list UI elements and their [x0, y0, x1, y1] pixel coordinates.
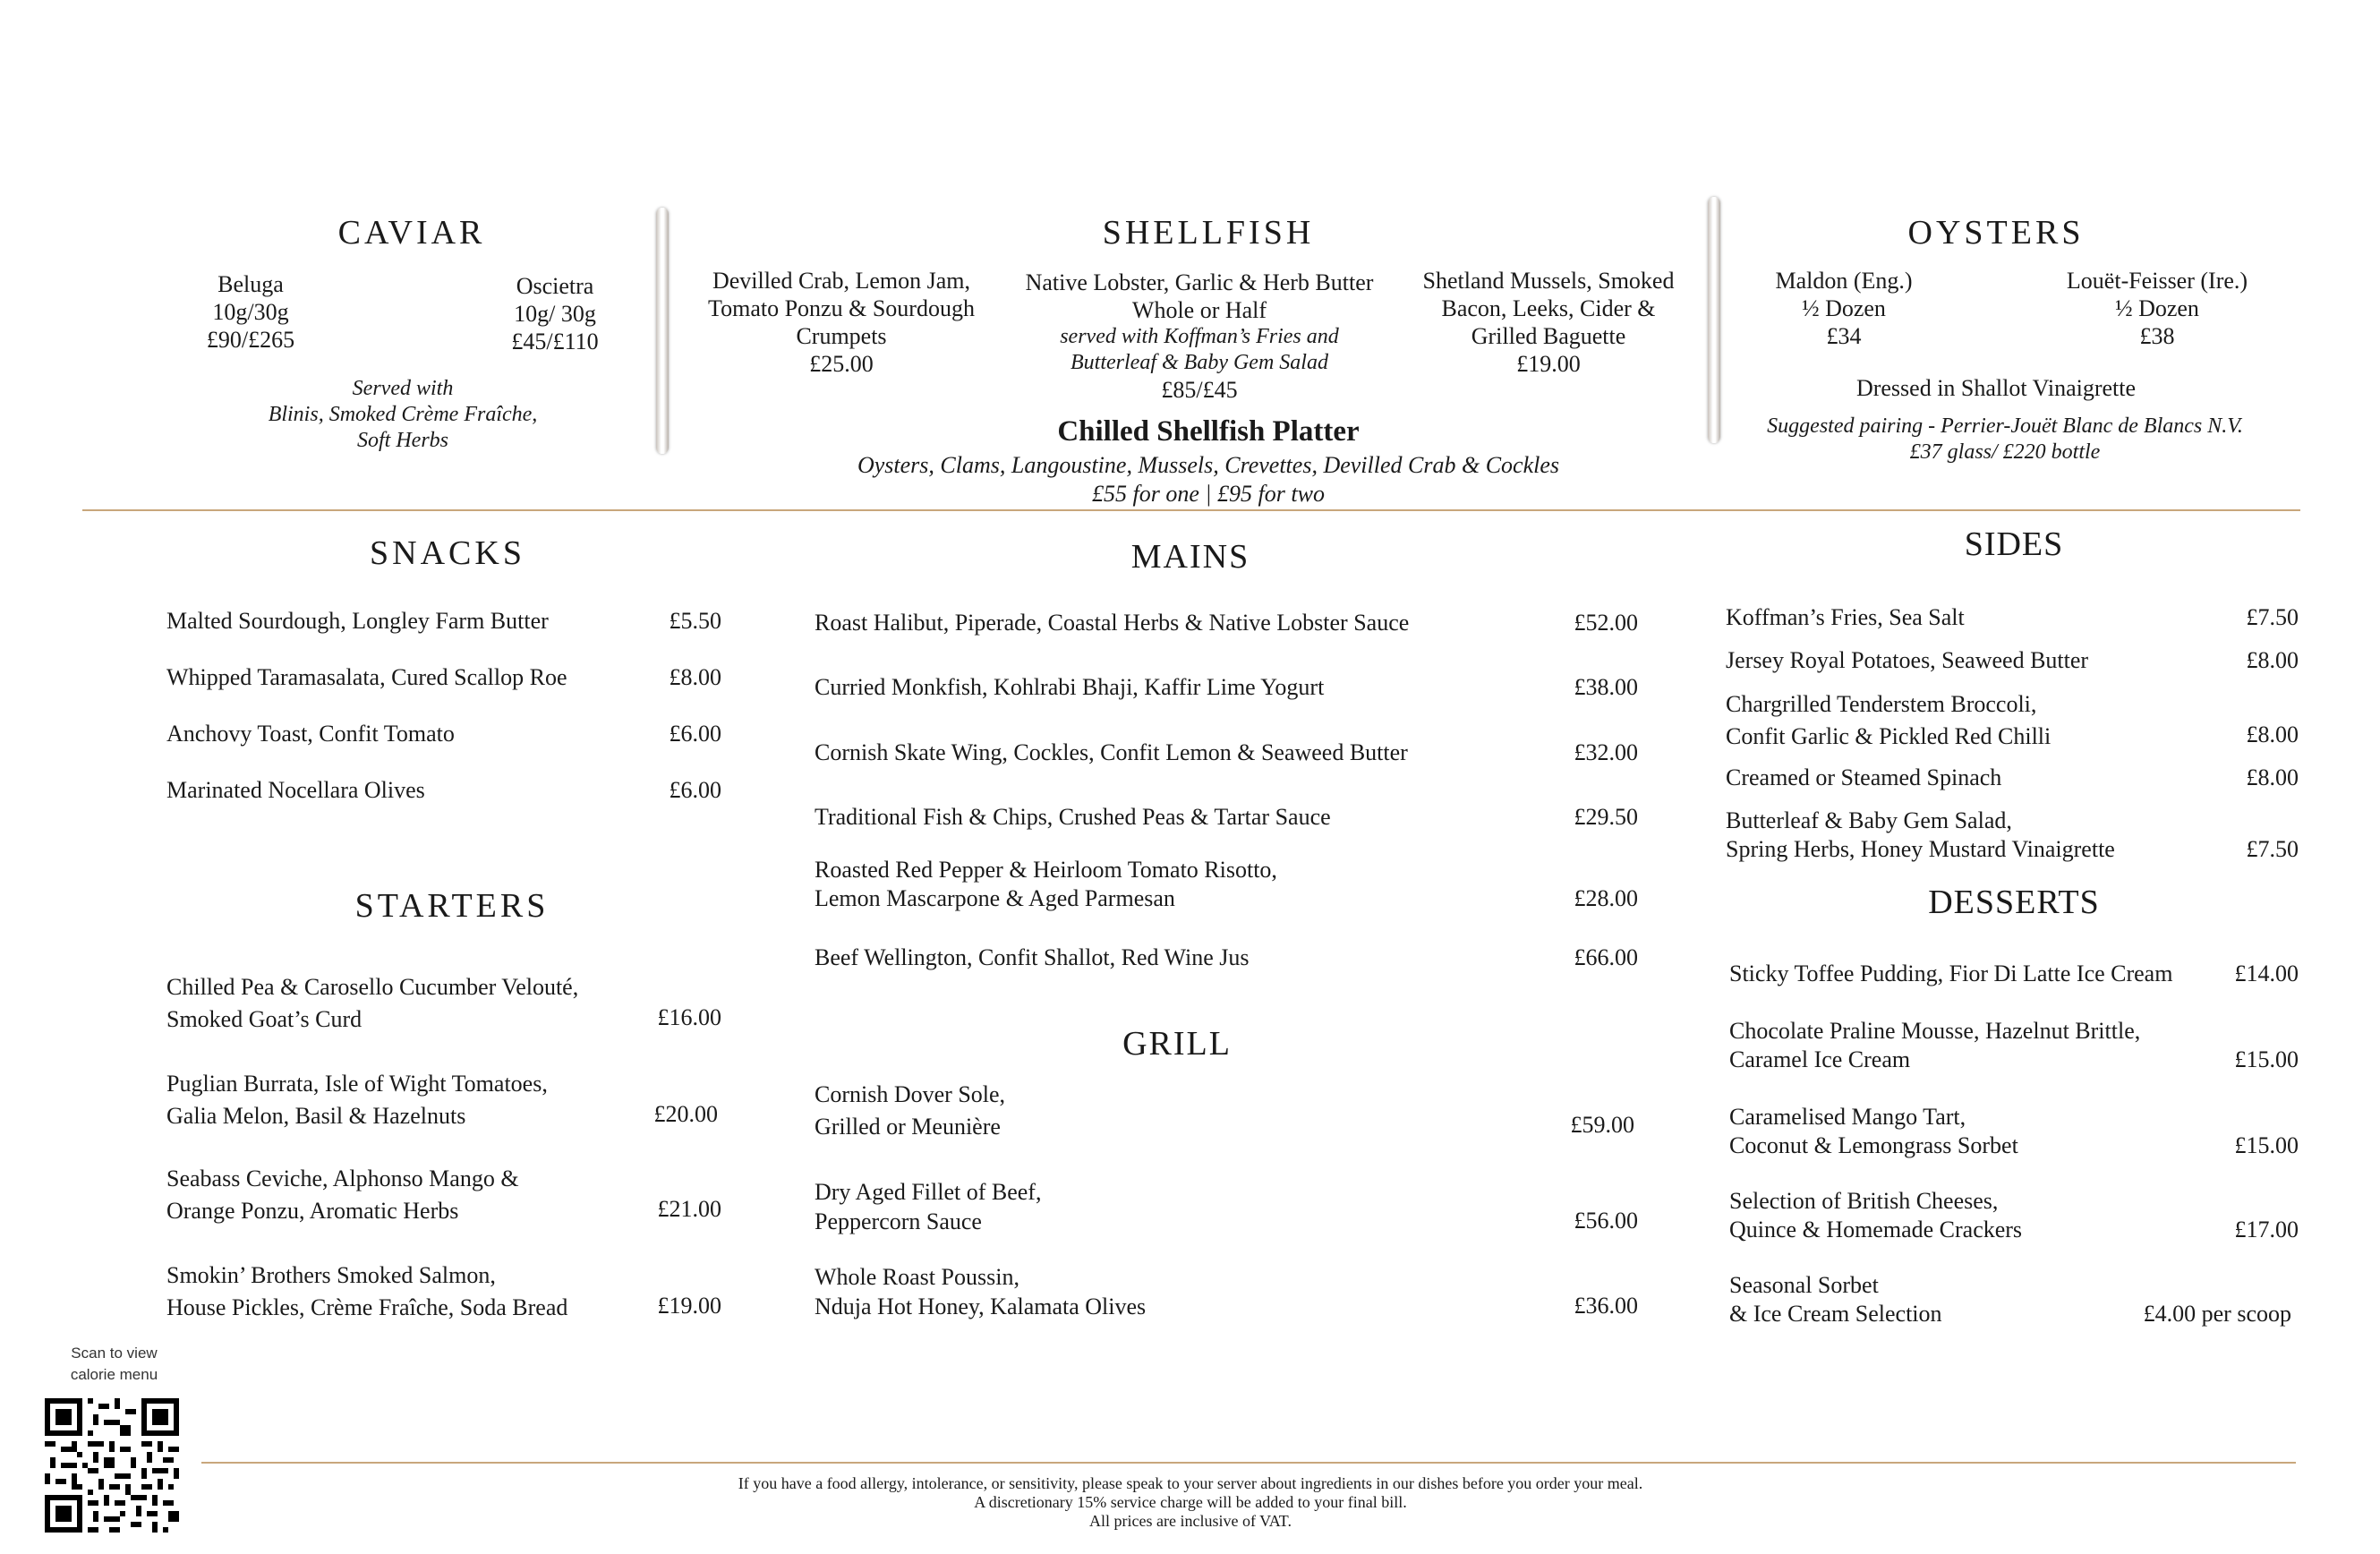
caviar-served-with: [224, 376, 582, 454]
list-item: [1729, 1103, 2299, 1187]
starter-price: £19.00: [657, 1293, 721, 1319]
main-price: £28.00: [1574, 885, 1638, 911]
snack-price: £8.00: [669, 664, 721, 690]
shellfish-heading: SHELLFISH: [1102, 214, 1315, 252]
dessert-price: £15.00: [2234, 1046, 2299, 1072]
dessert-name: Selection of British Cheeses, Quince & Homemade Crackers: [1729, 1188, 2023, 1242]
list-item: [1726, 603, 2299, 646]
shellfish-crab: [685, 267, 998, 378]
qr-caption-line1: Scan to view: [71, 1345, 158, 1362]
dessert-price: £15.00: [2234, 1132, 2299, 1158]
top-section-rule: [82, 509, 2300, 511]
caviar-served-line3: Soft Herbs: [357, 429, 448, 452]
desserts-list: [1729, 960, 2299, 1328]
snack-name: Marinated Nocellara Olives: [166, 777, 425, 803]
list-item: [166, 607, 721, 663]
dessert-price: £17.00: [2234, 1217, 2299, 1242]
shellfish-mussels-line3: Grilled Baguette: [1471, 323, 1626, 349]
list-item: [166, 1068, 721, 1163]
list-item: [1729, 1187, 2299, 1271]
list-item: [815, 609, 1638, 673]
side-price: £8.00: [2246, 764, 2299, 790]
list-item: [815, 856, 1638, 944]
side-name: Chargrilled Tenderstem Broccoli, Confit Garlic & Pickled Red Chilli: [1726, 691, 2052, 749]
starters-list: [166, 971, 721, 1324]
dessert-price: £4.00 per scoop: [2143, 1301, 2291, 1327]
mains-list: [815, 609, 1638, 979]
list-item: [815, 1262, 1638, 1321]
grill-list: [815, 1079, 1638, 1321]
dessert-name: Sticky Toffee Pudding, Fior Di Latte Ice Cream: [1729, 961, 2173, 986]
oysters-heading: OYSTERS: [1907, 214, 2085, 252]
dessert-name: Chocolate Praline Mousse, Hazelnut Brittle, Caramel Ice Cream: [1729, 1018, 2141, 1072]
shellfish-mussels-price: £19.00: [1516, 351, 1581, 377]
caviar-oscietra: [483, 272, 627, 355]
list-item: [1729, 1271, 2299, 1328]
qr-caption-line2: calorie menu: [70, 1366, 158, 1383]
main-name: Beef Wellington, Confit Shallot, Red Wine Jus: [815, 944, 1250, 970]
list-item: [166, 971, 721, 1068]
shellfish-lobster-price: £85/£45: [1161, 377, 1238, 403]
shellfish-crab-line3: Crumpets: [796, 323, 887, 349]
oysters-louet-qty: ½ Dozen: [2115, 295, 2199, 321]
main-name: Cornish Skate Wing, Cockles, Confit Lemon & Seaweed Butter: [815, 739, 1408, 765]
grill-name: Dry Aged Fillet of Beef, Peppercorn Sauce: [815, 1179, 1042, 1234]
caviar-beluga: [179, 270, 322, 354]
snacks-list: [166, 607, 721, 832]
oysters-louet: [2014, 267, 2300, 350]
list-item: [166, 663, 721, 720]
qr-code[interactable]: [45, 1398, 179, 1537]
main-price: £66.00: [1574, 944, 1638, 970]
grill-heading: GRILL: [1122, 1025, 1232, 1063]
caviar-beluga-name: Beluga: [218, 271, 284, 297]
caviar-beluga-price: £90/£265: [206, 327, 295, 353]
grill-price: £56.00: [1574, 1208, 1638, 1234]
qr-code-icon: [45, 1398, 179, 1533]
platter-description: Oysters, Clams, Langoustine, Mussels, Crevettes, Devilled Crab & Cockles: [857, 452, 1559, 478]
shellfish-mussels-line2: Bacon, Leeks, Cider &: [1441, 295, 1656, 321]
desserts-heading: DESSERTS: [1928, 884, 2100, 921]
footer-allergy-notice: If you have a food allergy, intolerance, or sensitivity, please speak to your server about ingredients in our dishes before you order your meal.: [738, 1474, 1643, 1492]
side-price: £8.00: [2246, 722, 2299, 747]
caviar-heading: CAVIAR: [337, 214, 486, 252]
main-price: £29.50: [1574, 804, 1638, 830]
side-price: £7.50: [2246, 604, 2299, 630]
main-price: £38.00: [1574, 674, 1638, 700]
footer-service-charge: A discretionary 15% service charge will be added to your final bill.: [974, 1493, 1407, 1511]
main-price: £32.00: [1574, 739, 1638, 765]
side-price: £8.00: [2246, 647, 2299, 673]
sides-list: [1726, 603, 2299, 866]
dessert-price: £14.00: [2234, 961, 2299, 986]
caviar-oscietra-price: £45/£110: [511, 329, 599, 354]
main-name: Curried Monkfish, Kohlrabi Bhaji, Kaffir Lime Yogurt: [815, 674, 1325, 700]
list-item: [815, 673, 1638, 739]
snack-name: Malted Sourdough, Longley Farm Butter: [166, 608, 549, 634]
snack-price: £6.00: [669, 777, 721, 803]
dessert-name: Caramelised Mango Tart, Coconut & Lemongrass Sorbet: [1729, 1104, 2018, 1158]
list-item: [166, 720, 721, 776]
caviar-served-line2: Blinis, Smoked Crème Fraîche,: [268, 403, 538, 426]
shellfish-crab-line1: Devilled Crab, Lemon Jam,: [712, 268, 971, 294]
oysters-maldon-name: Maldon (Eng.): [1775, 268, 1913, 294]
shellfish-mussels: [1401, 267, 1696, 378]
oysters-maldon-qty: ½ Dozen: [1802, 295, 1886, 321]
caviar-beluga-size: 10g/30g: [212, 299, 289, 325]
side-price: £7.50: [2246, 836, 2299, 862]
caviar-oscietra-size: 10g/ 30g: [514, 301, 596, 327]
oysters-pairing: [1727, 414, 2282, 465]
starters-heading: STARTERS: [354, 887, 550, 925]
list-item: [815, 1177, 1638, 1262]
oysters-dressed: Dressed in Shallot Vinaigrette: [1855, 375, 2137, 401]
oysters-pairing-line1: Suggested pairing - Perrier-Jouët Blanc de Blancs N.V.: [1767, 414, 2243, 438]
grill-price: £59.00: [1570, 1112, 1634, 1138]
starter-name: Smokin’ Brothers Smoked Salmon, House Pickles, Crème Fraîche, Soda Bread: [166, 1262, 568, 1320]
snack-price: £6.00: [669, 721, 721, 747]
main-name: Roasted Red Pepper & Heirloom Tomato Risotto, Lemon Mascarpone & Aged Parmesan: [815, 857, 1277, 911]
platter-title: Chilled Shellfish Platter: [1057, 415, 1360, 448]
starter-name: Chilled Pea & Carosello Cucumber Velouté, Smoked Goat’s Curd: [166, 974, 579, 1032]
grill-name: Cornish Dover Sole, Grilled or Meunière: [815, 1081, 1006, 1140]
list-item: [1729, 960, 2299, 1017]
shellfish-lobster: [998, 269, 1401, 404]
caviar-served-line1: Served with: [352, 377, 454, 400]
sides-heading: SIDES: [1964, 525, 2064, 563]
list-item: [1726, 688, 2299, 764]
grill-name: Whole Roast Poussin, Nduja Hot Honey, Kalamata Olives: [815, 1264, 1147, 1319]
oysters-louet-name: Louët-Feisser (Ire.): [2066, 268, 2248, 294]
list-item: [815, 739, 1638, 803]
divider-pillar-left: [656, 208, 669, 454]
oysters-pairing-line2: £37 glass/ £220 bottle: [1909, 440, 2101, 464]
mains-heading: MAINS: [1130, 538, 1250, 576]
list-item: [815, 1079, 1638, 1177]
list-item: [166, 1163, 721, 1259]
main-price: £52.00: [1574, 610, 1638, 636]
snack-price: £5.50: [669, 608, 721, 634]
snack-name: Anchovy Toast, Confit Tomato: [166, 721, 455, 747]
footer-rule: [201, 1462, 2296, 1464]
list-item: [1729, 1017, 2299, 1103]
snacks-heading: SNACKS: [370, 534, 525, 572]
oysters-louet-price: £38: [2139, 323, 2175, 349]
list-item: [815, 803, 1638, 856]
side-name: Jersey Royal Potatoes, Seaweed Butter: [1726, 647, 2089, 673]
list-item: [166, 776, 721, 832]
grill-price: £36.00: [1574, 1293, 1638, 1319]
shellfish-mussels-line1: Shetland Mussels, Smoked: [1422, 268, 1675, 294]
caviar-oscietra-name: Oscietra: [516, 273, 594, 299]
main-name: Roast Halibut, Piperade, Coastal Herbs & Native Lobster Sauce: [815, 610, 1410, 636]
oysters-maldon-price: £34: [1826, 323, 1862, 349]
side-name: Creamed or Steamed Spinach: [1726, 764, 2002, 790]
dessert-name: Seasonal Sorbet & Ice Cream Selection: [1729, 1272, 1942, 1327]
list-item: [1726, 646, 2299, 688]
shellfish-lobster-note1: served with Koffman’s Fries and: [1060, 325, 1339, 348]
starter-price: £20.00: [653, 1101, 718, 1127]
oysters-maldon: [1719, 267, 1969, 350]
qr-caption: [45, 1343, 183, 1386]
footer-vat-notice: All prices are inclusive of VAT.: [1089, 1512, 1292, 1530]
starter-price: £16.00: [657, 1004, 721, 1030]
main-name: Traditional Fish & Chips, Crushed Peas & Tartar Sauce: [815, 804, 1331, 830]
footer-notice: [501, 1474, 1880, 1531]
side-name: Koffman’s Fries, Sea Salt: [1726, 604, 1965, 630]
shellfish-lobster-note2: Butterleaf & Baby Gem Salad: [1071, 351, 1328, 374]
list-item: [1726, 807, 2299, 866]
shellfish-crab-price: £25.00: [809, 351, 874, 377]
starter-price: £21.00: [657, 1196, 721, 1222]
list-item: [1726, 764, 2299, 807]
snack-name: Whipped Taramasalata, Cured Scallop Roe: [166, 664, 567, 690]
platter-price: £55 for one | £95 for two: [1092, 481, 1325, 507]
shellfish-lobster-line1: Native Lobster, Garlic & Herb Butter: [1025, 269, 1374, 295]
shellfish-crab-line2: Tomato Ponzu & Sourdough: [708, 295, 975, 321]
list-item: [166, 1259, 721, 1324]
shellfish-lobster-line2: Whole or Half: [1131, 297, 1267, 323]
list-item: [815, 944, 1638, 979]
starter-name: Seabass Ceviche, Alphonso Mango & Orange Ponzu, Aromatic Herbs: [166, 1166, 519, 1224]
side-name: Butterleaf & Baby Gem Salad, Spring Herbs, Honey Mustard Vinaigrette: [1726, 807, 2115, 862]
starter-name: Puglian Burrata, Isle of Wight Tomatoes, Galia Melon, Basil & Hazelnuts: [166, 1071, 548, 1129]
